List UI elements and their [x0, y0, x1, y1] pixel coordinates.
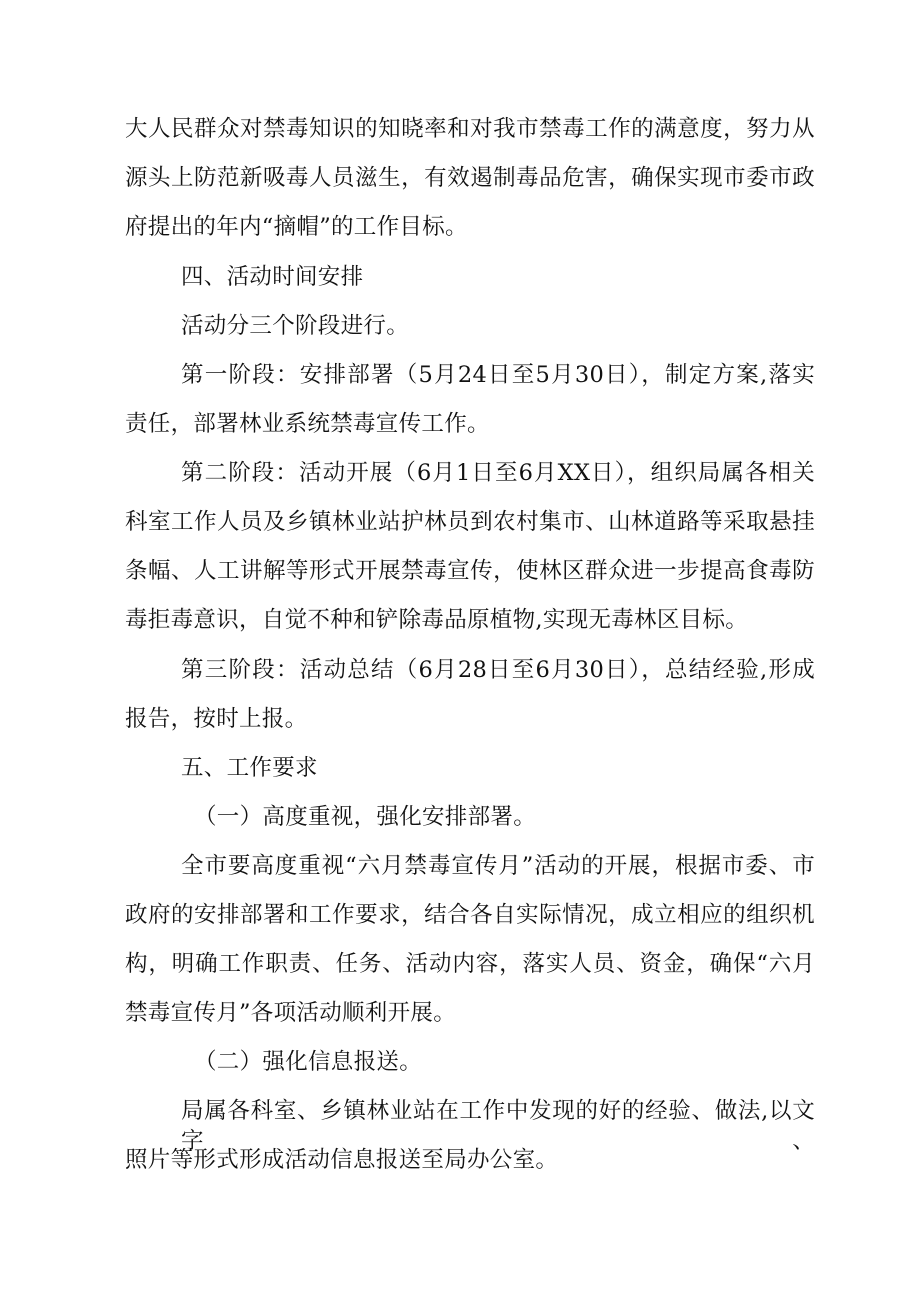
paragraph-line: 政府的安排部署和工作要求，结合各自实际情况，成立相应的组织机 [125, 902, 815, 928]
paragraph-line: 全市要高度重视“六月禁毒宣传月”活动的开展，根据市委、市 [181, 853, 815, 879]
section-heading: 五、工作要求 [181, 755, 318, 781]
paragraph-line: 第三阶段：活动总结（6月28日至6月30日），总结经验,形成 [181, 657, 815, 683]
paragraph-line: 活动分三个阶段进行。 [181, 313, 410, 339]
paragraph-line: 府提出的年内“摘帽”的工作目标。 [125, 214, 468, 240]
paragraph-line: 构，明确工作职责、任务、活动内容，落实人员、资金，确保“六月 [125, 951, 815, 977]
paragraph-line: 照片等形式形成活动信息报送至局办公室。 [125, 1147, 559, 1173]
paragraph-line: 条幅、人工讲解等形式开展禁毒宣传，使林区群众进一步提高食毒防 [125, 558, 815, 584]
paragraph-line: 大人民群众对禁毒知识的知晓率和对我市禁毒工作的满意度，努力从 [125, 116, 815, 142]
paragraph-line: 科室工作人员及乡镇林业站护林员到农村集市、山林道路等采取悬挂 [125, 509, 815, 535]
paragraph-line: 第二阶段：活动开展（6月1日至6月XX日），组织局属各相关 [181, 460, 815, 486]
paragraph-line: 责任，部署林业系统禁毒宣传工作。 [125, 411, 490, 437]
paragraph-line: 局属各科室、乡镇林业站在工作中发现的好的经验、做法,以文字、 [181, 1098, 815, 1154]
section-heading: 四、活动时间安排 [181, 264, 364, 290]
paragraph-line: 第一阶段：安排部署（5月24日至5月30日），制定方案,落实 [181, 362, 815, 388]
paragraph-line: 报告，按时上报。 [125, 706, 308, 732]
paragraph-line: 源头上防范新吸毒人员滋生，有效遏制毒品危害，确保实现市委市政 [125, 165, 815, 191]
subsection-heading: （二）强化信息报送。 [194, 1049, 423, 1075]
subsection-heading: （一）高度重视，强化安排部署。 [194, 804, 537, 830]
paragraph-line: 毒拒毒意识，自觉不种和铲除毒品原植物,实现无毒林区目标。 [125, 607, 749, 633]
paragraph-line: 禁毒宣传月”各项活动顺利开展。 [125, 1000, 457, 1026]
